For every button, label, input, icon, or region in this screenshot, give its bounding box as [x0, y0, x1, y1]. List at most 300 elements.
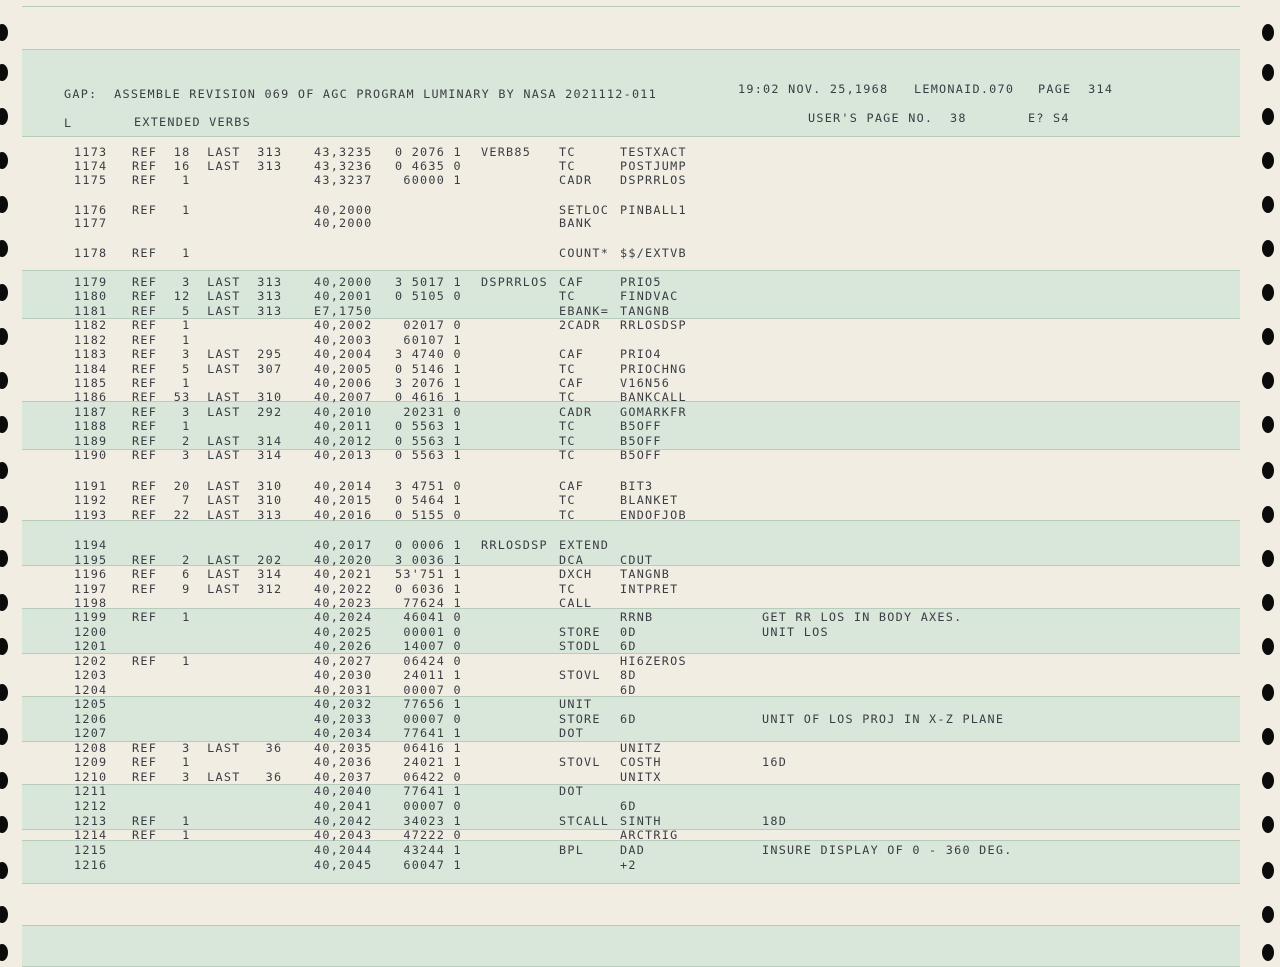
listing-line: 1215 — [74, 843, 108, 857]
tractor-hole — [1262, 152, 1274, 169]
listing-addr: 40,2010 — [314, 405, 373, 419]
listing-addr: 40,2000 — [314, 216, 373, 230]
listing-addr: 40,2023 — [314, 596, 373, 610]
listing-code: 47222 0 — [395, 828, 462, 842]
listing-operand: $$/EXTVB — [620, 246, 687, 260]
listing-code: 06424 0 — [395, 654, 462, 668]
listing-addr: 40,2016 — [314, 508, 373, 522]
listing-addr: 40,2030 — [314, 668, 373, 682]
listing-operand: DSPRRLOS — [620, 173, 687, 187]
listing-ref: REF 3 LAST 313 — [132, 275, 283, 289]
listing-comment: UNIT OF LOS PROJ IN X-Z PLANE — [762, 712, 1005, 726]
listing-op: 2CADR — [559, 318, 601, 332]
listing-ref: REF 1 — [132, 318, 191, 332]
listing-line: 1183 — [74, 347, 108, 361]
listing-op: DXCH — [559, 567, 593, 581]
tractor-hole — [0, 594, 8, 611]
tractor-hole — [1262, 240, 1274, 257]
listing-operand: TESTXACT — [620, 145, 687, 159]
tractor-hole — [0, 108, 8, 125]
listing-addr: 40,2021 — [314, 567, 373, 581]
listing-line: 1194 — [74, 538, 108, 552]
listing-code: 60000 1 — [395, 173, 462, 187]
tractor-hole — [1262, 638, 1274, 655]
listing-code: 24011 1 — [395, 668, 462, 682]
listing-code: 60047 1 — [395, 858, 462, 872]
listing-code: 0 4635 0 — [395, 159, 462, 173]
listing-line: 1208 — [74, 741, 108, 755]
listing-addr: 40,2043 — [314, 828, 373, 842]
listing-op: TC — [559, 159, 576, 173]
listing-addr: 40,2035 — [314, 741, 373, 755]
error-flag: E? S4 — [1028, 111, 1070, 125]
listing-line: 1175 — [74, 173, 108, 187]
listing-code: 3 5017 1 — [395, 275, 462, 289]
tractor-hole — [0, 284, 8, 301]
listing-ref: REF 5 LAST 313 — [132, 304, 283, 318]
listing-op: CADR — [559, 173, 593, 187]
tractor-hole — [1262, 772, 1274, 789]
listing-line: 1189 — [74, 434, 108, 448]
listing-addr: 40,2002 — [314, 318, 373, 332]
listing-ref: REF 12 LAST 313 — [132, 289, 283, 303]
listing-addr: 40,2037 — [314, 770, 373, 784]
listing-addr: 40,2011 — [314, 419, 373, 433]
listing-addr: 40,2042 — [314, 814, 373, 828]
listing-ref: REF 3 LAST 292 — [132, 405, 283, 419]
listing-operand: ENDOFJOB — [620, 508, 687, 522]
listing-op: CADR — [559, 405, 593, 419]
listing-op: SETLOC — [559, 203, 610, 217]
tractor-hole — [1262, 64, 1274, 81]
listing-op: STCALL — [559, 814, 610, 828]
listing-label: RRLOSDSP — [481, 538, 548, 552]
listing-code: 0 5155 0 — [395, 508, 462, 522]
listing-code: 0 5563 1 — [395, 448, 462, 462]
listing-line: 1211 — [74, 784, 108, 798]
listing-op: BPL — [559, 843, 585, 857]
listing-op: STORE — [559, 712, 601, 726]
tractor-hole — [0, 64, 8, 81]
listing-ref: REF 3 LAST 36 — [132, 770, 283, 784]
listing-addr: E7,1750 — [314, 304, 373, 318]
listing-code: 77641 1 — [395, 726, 462, 740]
listing-addr: 40,2004 — [314, 347, 373, 361]
listing-ref: REF 22 LAST 313 — [132, 508, 283, 522]
listing-addr: 40,2041 — [314, 799, 373, 813]
listing-addr: 43,3237 — [314, 173, 373, 187]
tractor-hole — [0, 416, 8, 433]
listing-operand: 6D — [620, 799, 637, 813]
listing-code: 00007 0 — [395, 712, 462, 726]
listing-operand: SINTH — [620, 814, 662, 828]
listing-op: CALL — [559, 596, 593, 610]
listing-code: 34023 1 — [395, 814, 462, 828]
listing-line: 1197 — [74, 582, 108, 596]
listing-op: TC — [559, 289, 576, 303]
listing-ref: REF 1 — [132, 814, 191, 828]
listing-code: 43244 1 — [395, 843, 462, 857]
listing-code: 77656 1 — [395, 697, 462, 711]
listing-addr: 40,2020 — [314, 553, 373, 567]
tractor-hole — [0, 152, 8, 169]
listing-code: 0 4616 1 — [395, 390, 462, 404]
listing-label: DSPRRLOS — [481, 275, 548, 289]
listing-ref: REF 1 — [132, 173, 191, 187]
listing-addr: 40,2033 — [314, 712, 373, 726]
listing-op: CAF — [559, 275, 585, 289]
listing-ref: REF 53 LAST 310 — [132, 390, 283, 404]
listing-addr: 40,2036 — [314, 755, 373, 769]
listing-operand: GOMARKFR — [620, 405, 687, 419]
tractor-hole — [1262, 108, 1274, 125]
listing-addr: 40,2014 — [314, 479, 373, 493]
listing-ref: REF 2 LAST 314 — [132, 434, 283, 448]
listing-code: 46041 0 — [395, 610, 462, 624]
listing-addr: 40,2026 — [314, 639, 373, 653]
listing-line: 1177 — [74, 216, 108, 230]
listing-addr: 40,2022 — [314, 582, 373, 596]
listing-op: UNIT — [559, 697, 593, 711]
listing-comment: 18D — [762, 814, 788, 828]
listing-code: 3 4751 0 — [395, 479, 462, 493]
tractor-hole — [0, 638, 8, 655]
listing-operand: PRIO5 — [620, 275, 662, 289]
listing-ref: REF 3 LAST 36 — [132, 741, 283, 755]
listing-addr: 40,2005 — [314, 362, 373, 376]
tractor-hole — [1262, 284, 1274, 301]
listing-op: CAF — [559, 376, 585, 390]
listing-operand: PRIO4 — [620, 347, 662, 361]
listing-operand: PINBALL1 — [620, 203, 687, 217]
listing-ref: REF 20 LAST 310 — [132, 479, 283, 493]
listing-op: STOVL — [559, 668, 601, 682]
listing-line: 1205 — [74, 697, 108, 711]
listing-line: 1182 — [74, 318, 108, 332]
listing-code: 60107 1 — [395, 333, 462, 347]
listing-code: 06422 0 — [395, 770, 462, 784]
listing-code: 0 0006 1 — [395, 538, 462, 552]
listing-comment: INSURE DISPLAY OF 0 - 360 DEG. — [762, 843, 1013, 857]
listing-addr: 40,2044 — [314, 843, 373, 857]
listing-ref: REF 3 LAST 295 — [132, 347, 283, 361]
listing-line: 1187 — [74, 405, 108, 419]
listing-code: 06416 1 — [395, 741, 462, 755]
listing-op: COUNT* — [559, 246, 610, 260]
listing-code: 00007 0 — [395, 683, 462, 697]
listing-op: DCA — [559, 553, 585, 567]
tractor-hole — [1262, 906, 1274, 923]
tractor-hole — [1262, 328, 1274, 345]
listing-code: 0 5146 1 — [395, 362, 462, 376]
listing-op: TC — [559, 362, 576, 376]
listing-code: 0 5563 1 — [395, 419, 462, 433]
listing-line: 1179 — [74, 275, 108, 289]
listing-operand: RRLOSDSP — [620, 318, 687, 332]
listing-line: 1204 — [74, 683, 108, 697]
listing-ref: REF 1 — [132, 333, 191, 347]
listing-line: 1202 — [74, 654, 108, 668]
tractor-hole — [0, 506, 8, 523]
tractor-hole — [0, 24, 8, 41]
tractor-hole — [1262, 196, 1274, 213]
listing-ref: REF 16 LAST 313 — [132, 159, 283, 173]
listing-operand: PRIOCHNG — [620, 362, 687, 376]
users-page-number: USER'S PAGE NO. 38 — [808, 111, 967, 125]
listing-ref: REF 1 — [132, 755, 191, 769]
listing-line: 1178 — [74, 246, 108, 260]
listing-op: TC — [559, 493, 576, 507]
listing-operand: HI6ZEROS — [620, 654, 687, 668]
listing-line: 1176 — [74, 203, 108, 217]
listing-ref: REF 3 LAST 314 — [132, 448, 283, 462]
listing-line: 1188 — [74, 419, 108, 433]
listing-operand: 8D — [620, 668, 637, 682]
listing-ref: REF 2 LAST 202 — [132, 553, 283, 567]
listing-ref: REF 1 — [132, 654, 191, 668]
listing-operand: TANGNB — [620, 567, 671, 581]
listing-line: 1200 — [74, 625, 108, 639]
section-title: EXTENDED VERBS — [134, 115, 251, 129]
listing-op: DOT — [559, 726, 585, 740]
listing-addr: 40,2001 — [314, 289, 373, 303]
listing-op: TC — [559, 145, 576, 159]
listing-addr: 40,2045 — [314, 858, 373, 872]
listing-line: 1182 — [74, 333, 108, 347]
listing-line: 1191 — [74, 479, 108, 493]
listing-op: EBANK= — [559, 304, 610, 318]
header-datetime: 19:02 NOV. 25,1968 — [738, 82, 889, 96]
listing-op: TC — [559, 419, 576, 433]
listing-op: TC — [559, 508, 576, 522]
listing-operand: +2 — [620, 858, 637, 872]
listing-code: 77624 1 — [395, 596, 462, 610]
listing-code: 77641 1 — [395, 784, 462, 798]
listing-addr: 40,2034 — [314, 726, 373, 740]
header-program: LEMONAID.070 — [914, 82, 1015, 96]
listing-operand: 6D — [620, 639, 637, 653]
listing-code: 02017 0 — [395, 318, 462, 332]
listing-code: 24021 1 — [395, 755, 462, 769]
listing-operand: BLANKET — [620, 493, 679, 507]
listing-operand: BIT3 — [620, 479, 654, 493]
listing-ref: REF 6 LAST 314 — [132, 567, 283, 581]
listing-ref: REF 5 LAST 307 — [132, 362, 283, 376]
listing-operand: BANKCALL — [620, 390, 687, 404]
listing-addr: 40,2040 — [314, 784, 373, 798]
tractor-hole — [0, 372, 8, 389]
listing-line: 1214 — [74, 828, 108, 842]
listing-line: 1206 — [74, 712, 108, 726]
listing-line: 1174 — [74, 159, 108, 173]
listing-operand: V16N56 — [620, 376, 671, 390]
listing-line: 1198 — [74, 596, 108, 610]
listing-line: 1173 — [74, 145, 108, 159]
listing-operand: UNITZ — [620, 741, 662, 755]
listing-op: DOT — [559, 784, 585, 798]
listing-addr: 43,3236 — [314, 159, 373, 173]
listing-line: 1196 — [74, 567, 108, 581]
listing-addr: 43,3235 — [314, 145, 373, 159]
listing-operand: CDUT — [620, 553, 654, 567]
tractor-hole — [0, 240, 8, 257]
listing-ref: REF 18 LAST 313 — [132, 145, 283, 159]
tractor-hole — [0, 728, 8, 745]
listing-addr: 40,2031 — [314, 683, 373, 697]
listing-line: 1213 — [74, 814, 108, 828]
listing-line: 1180 — [74, 289, 108, 303]
listing-op: TC — [559, 448, 576, 462]
listing-op: CAF — [559, 347, 585, 361]
listing-addr: 40,2032 — [314, 697, 373, 711]
listing-line: 1185 — [74, 376, 108, 390]
listing-code: 0 5464 1 — [395, 493, 462, 507]
tractor-hole — [1262, 728, 1274, 745]
tractor-hole — [0, 906, 8, 923]
listing-operand: FINDVAC — [620, 289, 679, 303]
listing-operand: POSTJUMP — [620, 159, 687, 173]
listing-addr: 40,2015 — [314, 493, 373, 507]
listing-operand: DAD — [620, 843, 646, 857]
listing-op: TC — [559, 434, 576, 448]
listing-addr: 40,2013 — [314, 448, 373, 462]
listing-ref: REF 1 — [132, 246, 191, 260]
listing-operand: COSTH — [620, 755, 662, 769]
listing-op: STODL — [559, 639, 601, 653]
tractor-hole — [1262, 372, 1274, 389]
tractor-hole — [1262, 594, 1274, 611]
listing-line: 1192 — [74, 493, 108, 507]
listing-ref: REF 1 — [132, 610, 191, 624]
listing-ref: REF 1 — [132, 419, 191, 433]
listing-operand: B5OFF — [620, 448, 662, 462]
tractor-hole — [0, 196, 8, 213]
listing-operand: ARCTRIG — [620, 828, 679, 842]
tractor-hole — [1262, 816, 1274, 833]
listing-addr: 40,2024 — [314, 610, 373, 624]
listing-addr: 40,2017 — [314, 538, 373, 552]
listing-op: EXTEND — [559, 538, 610, 552]
top-edge-line — [22, 6, 1240, 7]
listing-ref: REF 1 — [132, 203, 191, 217]
listing-addr: 40,2007 — [314, 390, 373, 404]
tractor-hole — [0, 684, 8, 701]
listing-code: 0 2076 1 — [395, 145, 462, 159]
listing-addr: 40,2012 — [314, 434, 373, 448]
listing-line: 1201 — [74, 639, 108, 653]
listing-code: 3 0036 1 — [395, 553, 462, 567]
listing-operand: UNITX — [620, 770, 662, 784]
right-tractor-holes — [1260, 0, 1280, 958]
listing-comment: GET RR LOS IN BODY AXES. — [762, 610, 963, 624]
listing-op: BANK — [559, 216, 593, 230]
listing-operand: TANGNB — [620, 304, 671, 318]
tractor-hole — [0, 328, 8, 345]
listing-operand: 6D — [620, 683, 637, 697]
tractor-hole — [0, 772, 8, 789]
listing-addr: 40,2000 — [314, 203, 373, 217]
listing-line: 1181 — [74, 304, 108, 318]
listing-op: TC — [559, 390, 576, 404]
listing-addr: 40,2027 — [314, 654, 373, 668]
listing-comment: UNIT LOS — [762, 625, 829, 639]
listing-line: 1195 — [74, 553, 108, 567]
tractor-hole — [0, 862, 8, 879]
listing-op: CAF — [559, 479, 585, 493]
print-area — [22, 0, 1240, 958]
listing-op: TC — [559, 582, 576, 596]
listing-code: 3 4740 0 — [395, 347, 462, 361]
listing-line: 1209 — [74, 755, 108, 769]
listing-code: 0 5105 0 — [395, 289, 462, 303]
green-band — [22, 925, 1240, 967]
tractor-hole — [0, 462, 8, 479]
listing-operand: RRNB — [620, 610, 654, 624]
header-page: PAGE 314 — [1038, 82, 1114, 96]
tractor-hole — [1262, 416, 1274, 433]
tractor-hole — [1262, 24, 1274, 41]
listing-addr: 40,2006 — [314, 376, 373, 390]
tractor-hole — [0, 550, 8, 567]
listing-code: 14007 0 — [395, 639, 462, 653]
tractor-hole — [1262, 684, 1274, 701]
listing-ref: REF 1 — [132, 376, 191, 390]
listing-code: 00007 0 — [395, 799, 462, 813]
listing-ref: REF 7 LAST 310 — [132, 493, 283, 507]
listing-line: 1186 — [74, 390, 108, 404]
listing-line: 1216 — [74, 858, 108, 872]
listing-operand: B5OFF — [620, 434, 662, 448]
listing-addr: 40,2003 — [314, 333, 373, 347]
tractor-hole — [1262, 550, 1274, 567]
listing-line: 1193 — [74, 508, 108, 522]
listing-operand: 0D — [620, 625, 637, 639]
tractor-hole — [0, 816, 8, 833]
listing-line: 1210 — [74, 770, 108, 784]
listing-code: 53'751 1 — [395, 567, 462, 581]
tractor-hole — [0, 944, 8, 961]
listing-addr: 40,2025 — [314, 625, 373, 639]
listing-line: 1199 — [74, 610, 108, 624]
listing-code: 0 6036 1 — [395, 582, 462, 596]
listing-operand: 6D — [620, 712, 637, 726]
section-letter: L — [64, 116, 73, 130]
listing-code: 3 2076 1 — [395, 376, 462, 390]
listing-label: VERB85 — [481, 145, 532, 159]
listing-code: 20231 0 — [395, 405, 462, 419]
listing-operand: B5OFF — [620, 419, 662, 433]
tractor-hole — [1262, 944, 1274, 961]
listing-line: 1212 — [74, 799, 108, 813]
listing-line: 1184 — [74, 362, 108, 376]
listing-comment: 16D — [762, 755, 788, 769]
listing-code: 0 5563 1 — [395, 434, 462, 448]
listing-line: 1207 — [74, 726, 108, 740]
listing-operand: INTPRET — [620, 582, 679, 596]
listing-op: STORE — [559, 625, 601, 639]
listing-ref: REF 1 — [132, 828, 191, 842]
listing-op: STOVL — [559, 755, 601, 769]
tractor-hole — [1262, 862, 1274, 879]
left-tractor-holes — [0, 0, 20, 958]
tractor-hole — [1262, 506, 1274, 523]
listing-line: 1203 — [74, 668, 108, 682]
listing-ref: REF 9 LAST 312 — [132, 582, 283, 596]
listing-code: 00001 0 — [395, 625, 462, 639]
tractor-hole — [1262, 462, 1274, 479]
header-gap-line: GAP: ASSEMBLE REVISION 069 OF AGC PROGRAM LUMINARY BY NASA 2021112-011 — [64, 87, 658, 101]
listing-line: 1190 — [74, 448, 108, 462]
